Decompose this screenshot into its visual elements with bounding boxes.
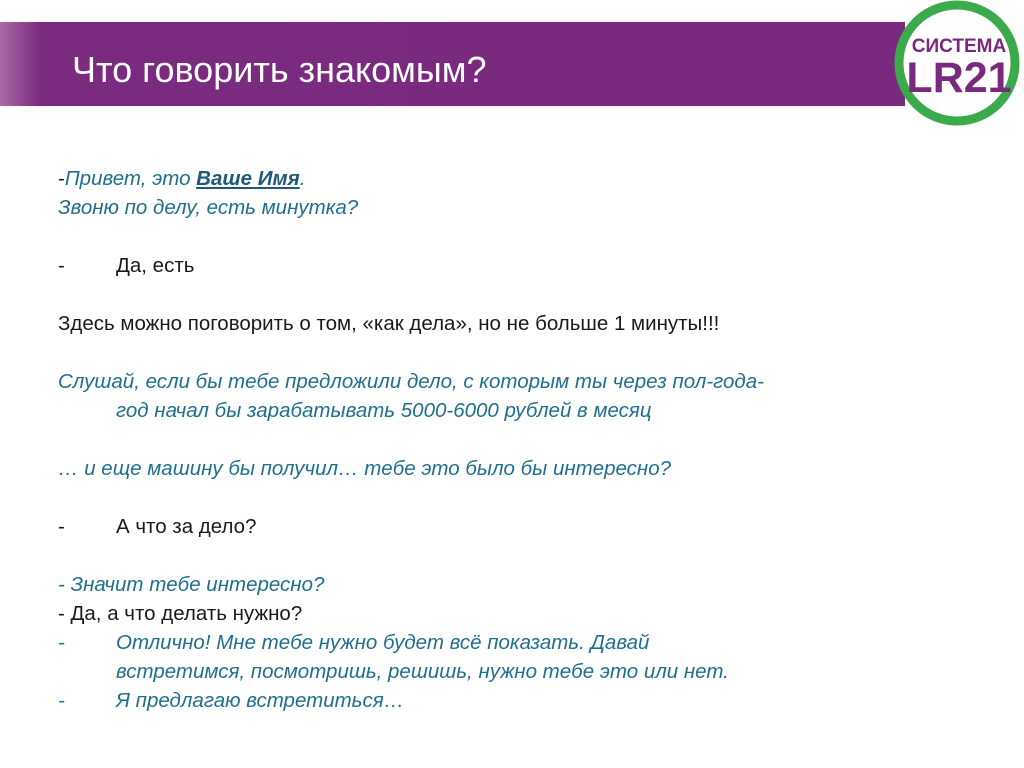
greeting-suffix: . <box>299 167 306 190</box>
reply-3-line: - Да, а что делать нужно? <box>58 602 303 625</box>
great-line-1: Отлично! Мне тебе нужно будет всё показать. Давай <box>116 631 650 654</box>
greeting-prefix: - <box>58 167 65 190</box>
lr21-logo <box>879 0 1024 128</box>
greeting-line-2: Звоню по делу, есть минутка? <box>58 196 359 219</box>
logo-top-text: СИСТЕМА <box>911 36 1007 57</box>
meet-text: Я предлагаю встретиться… <box>116 689 405 712</box>
greeting-text: Привет, это <box>64 167 197 190</box>
dialogue-script <box>58 164 998 715</box>
reply-1 <box>58 251 998 280</box>
logo-main-text: LR21 <box>906 54 1012 102</box>
greeting-line <box>58 164 998 193</box>
reply-1-text: Да, есть <box>116 254 195 277</box>
greeting-name: Ваше Имя <box>196 167 300 190</box>
great-row <box>58 628 998 657</box>
offer-line-1: Слушай, если бы тебе предложили дело, с которым ты через пол-года- <box>58 370 764 393</box>
reply-2 <box>58 512 998 541</box>
reply-2-text: А что за дело? <box>116 515 257 538</box>
page-title: Что говорить знакомым? <box>72 49 487 90</box>
great-line-2: встретимся, посмотришь, решишь, нужно тебе это или нет. <box>116 660 729 683</box>
meet-dash: - <box>58 689 65 712</box>
note-line: Здесь можно поговорить о том, «как дела», но не больше 1 минуты!!! <box>58 312 720 335</box>
car-line: … и еще машину бы получил… тебе это было бы интересно? <box>58 457 672 480</box>
interest-line: - Значит тебе интересно? <box>58 573 325 596</box>
offer-line-2: год начал бы зарабатывать 5000-6000 рублей в месяц <box>116 399 652 422</box>
reply-1-dash: - <box>58 254 65 277</box>
great-dash: - <box>58 631 65 654</box>
reply-2-dash: - <box>58 515 65 538</box>
meet-row <box>58 686 998 715</box>
